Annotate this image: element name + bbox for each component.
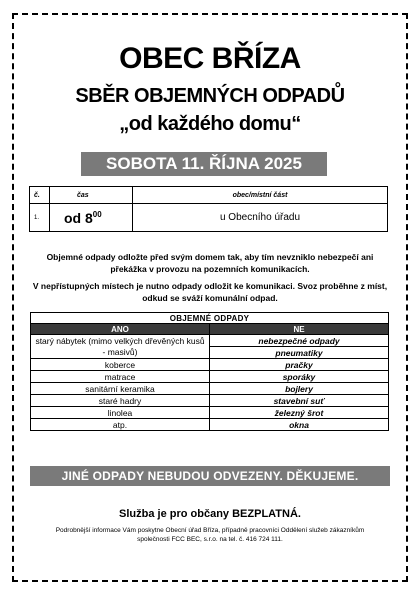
waste-no-item: nebezpečné odpady xyxy=(210,335,389,347)
waste-yes-item: atp. xyxy=(31,419,210,431)
waste-row xyxy=(31,335,389,347)
waste-table xyxy=(30,312,389,431)
page-subtitle: SBĚR OBJEMNÝCH ODPADŮ xyxy=(75,85,345,107)
contact-info: Podrobnější informace Vám poskytne Obecní úřad Bříza, případně pracovníci Oddělení služeb zákazníkům společnosti FCC BEC, s.r.o. na tel. č. 416 724 111. xyxy=(55,527,365,543)
schedule-header-place: obec/místní část xyxy=(133,187,388,204)
schedule-header-row xyxy=(30,187,388,204)
waste-header-yes: ANO xyxy=(31,324,210,335)
waste-yes-item: sanitární keramika xyxy=(31,383,210,395)
waste-no-item: okna xyxy=(210,419,389,431)
page-title: OBEC BŘÍZA xyxy=(119,42,301,75)
schedule-time-minutes: 00 xyxy=(92,209,102,219)
waste-yes-item: matrace xyxy=(31,371,210,383)
waste-no-item: pneumatiky xyxy=(210,347,389,359)
instructions-paragraph: Objemné odpady odložte před svým domem tak, aby tím nevzniklo nebezpečí ani překážka v provozu na pozemních komunikacích. xyxy=(46,252,374,274)
waste-row xyxy=(31,359,389,371)
schedule-row-place: u Obecního úřadu xyxy=(133,204,388,232)
waste-no-item: sporáky xyxy=(210,371,389,383)
schedule-row-number: 1. xyxy=(30,204,50,232)
waste-row xyxy=(31,407,389,419)
schedule-row xyxy=(30,204,388,232)
waste-header-no: NE xyxy=(210,324,389,335)
schedule-time-prefix: od 8 xyxy=(64,209,93,226)
schedule-header-number: č. xyxy=(30,187,50,204)
free-service-note: Služba je pro občany BEZPLATNÁ. xyxy=(119,508,301,520)
waste-table-title-row xyxy=(31,313,389,324)
waste-no-item: stavební suť xyxy=(210,395,389,407)
waste-row xyxy=(31,383,389,395)
waste-row xyxy=(31,395,389,407)
instructions-paragraph: V nepřístupných místech je nutno odpady odložit ke komunikaci. Svoz proběhne z míst, odkud se sváží komunální odpad. xyxy=(32,281,388,303)
schedule-table xyxy=(29,186,388,232)
waste-yes-item: staré hadry xyxy=(31,395,210,407)
waste-row xyxy=(31,371,389,383)
waste-yes-item: koberce xyxy=(31,359,210,371)
waste-table-header-row xyxy=(31,324,389,335)
waste-no-item: bojlery xyxy=(210,383,389,395)
schedule-header-time: čas xyxy=(50,187,133,204)
date-banner: SOBOTA 11. ŘÍJNA 2025 xyxy=(81,152,327,176)
schedule-row-time xyxy=(50,204,133,232)
waste-yes-item: linolea xyxy=(31,407,210,419)
waste-no-item: železný šrot xyxy=(210,407,389,419)
waste-no-item: pračky xyxy=(210,359,389,371)
waste-table-title: OBJEMNÉ ODPADY xyxy=(31,313,389,324)
waste-row xyxy=(31,419,389,431)
notice-banner: JINÉ ODPADY NEBUDOU ODVEZENY. DĚKUJEME. xyxy=(30,466,390,486)
page-tagline: „od každého domu“ xyxy=(119,113,301,135)
waste-yes-item: starý nábytek (mimo velkých dřevěných kusů - masivů) xyxy=(31,335,210,359)
